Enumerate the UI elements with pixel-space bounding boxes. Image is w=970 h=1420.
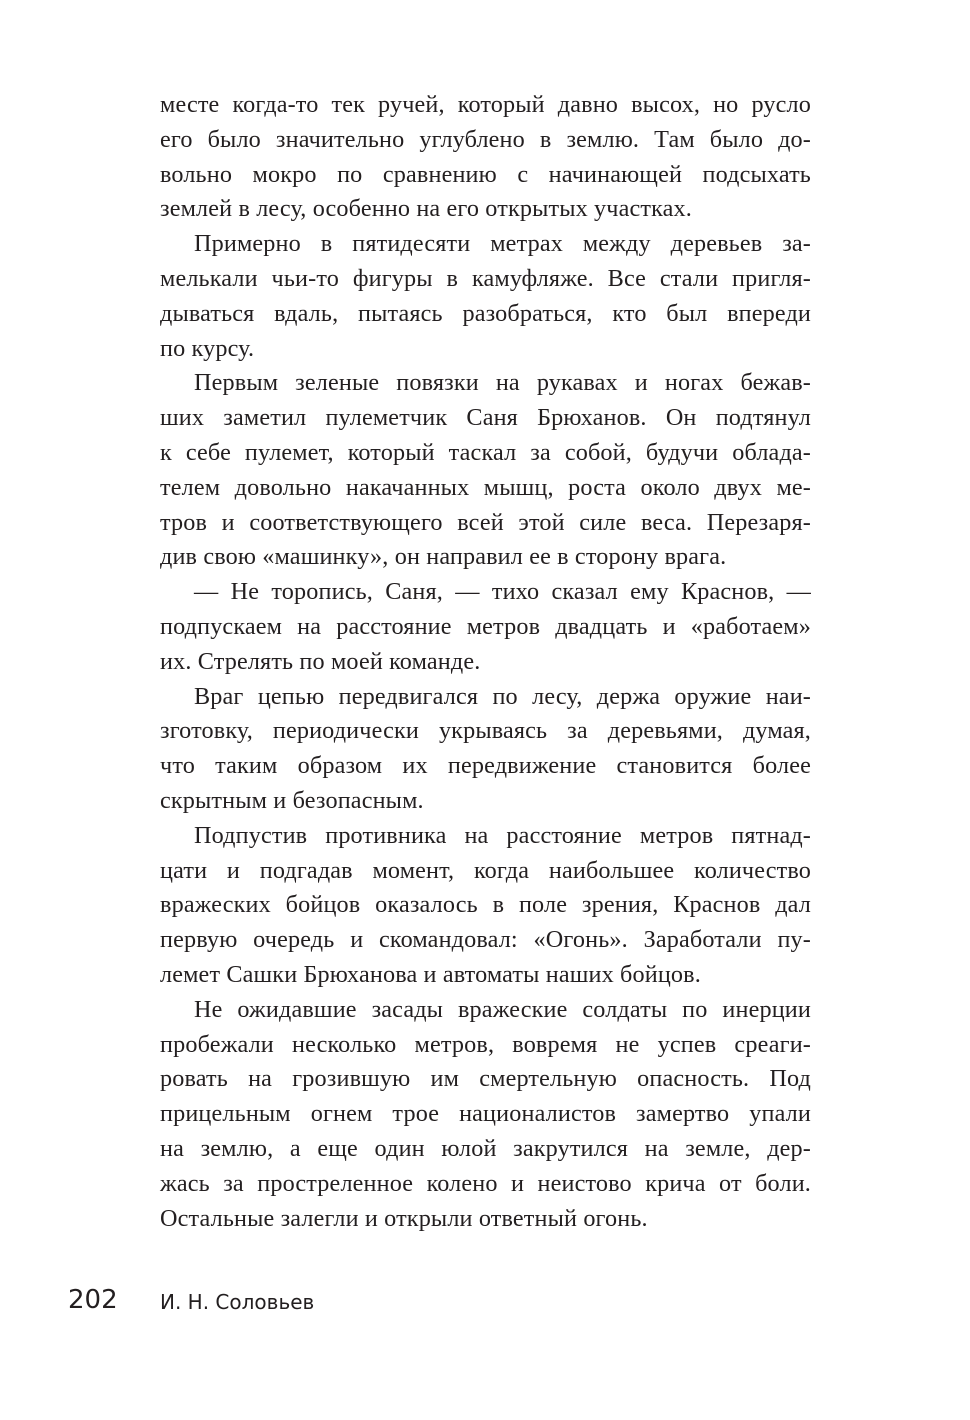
text-line: зготовку, периодически укрываясь за деревьями, думая, <box>160 717 811 745</box>
page-footer <box>0 1284 970 1320</box>
paragraph <box>160 993 811 1237</box>
text-line: ших заметил пулеметчик Саня Брюханов. Он подтянул <box>160 404 811 432</box>
text-line: Враг цепью передвигался по лесу, держа оружие наи- <box>194 682 811 710</box>
text-line: мелькали чьи-то фигуры в камуфляже. Все стали пригля- <box>160 264 811 292</box>
paragraph <box>160 366 811 575</box>
text-line: что таким образом их передвижение становится более <box>160 752 811 780</box>
text-line: к себе пулемет, который таскал за собой, будучи облада- <box>160 438 811 466</box>
text-line: дываться вдаль, пытаясь разобраться, кто был впереди <box>160 299 811 327</box>
paragraph <box>160 575 811 679</box>
text-line: ровать на грозившую им смертельную опасность. Под <box>160 1065 811 1093</box>
text-line: Остальные залегли и открыли ответный огонь. <box>160 1204 648 1232</box>
text-line: скрытным и безопасным. <box>160 786 424 814</box>
text-line: Не ожидавшие засады вражеские солдаты по инерции <box>194 995 811 1023</box>
text-line: месте когда-то тек ручей, который давно высох, но русло <box>160 91 811 118</box>
text-line: первую очередь и скомандовал: «Огонь». Заработали пу- <box>160 926 811 954</box>
paragraph <box>160 88 811 227</box>
text-line: Первым зеленые повязки на рукавах и ногах бежав- <box>194 369 811 397</box>
text-line: подпускаем на расстояние метров двадцать и «работаем» <box>160 612 811 640</box>
text-line: цати и подгадав момент, когда наибольшее количество <box>160 856 811 884</box>
paragraph <box>160 819 811 993</box>
paragraph <box>160 680 811 819</box>
running-head-author: И. Н. Соловьев <box>160 1290 315 1314</box>
text-line: див свою «машинку», он направил ее в сторону врага. <box>160 543 727 571</box>
text-line: Подпустив противника на расстояние метров пятнад- <box>194 821 811 849</box>
text-line: телем довольно накачанных мышц, роста около двух ме- <box>160 473 811 501</box>
page-number: 202 <box>68 1285 118 1315</box>
text-line: на землю, а еще один юлой закрутился на земле, дер- <box>160 1134 811 1162</box>
text-line: лемет Сашки Брюханова и автоматы наших бойцов. <box>160 960 701 988</box>
text-line: Примерно в пятидесяти метрах между деревьев за- <box>194 230 811 258</box>
text-line: их. Стрелять по моей команде. <box>160 647 481 675</box>
text-line: жась за простреленное колено и неистово крича от боли. <box>160 1169 811 1197</box>
text-line: землей в лесу, особенно на его открытых участках. <box>160 195 692 223</box>
text-line: — Не торопись, Саня, — тихо сказал ему Краснов, — <box>194 578 811 606</box>
text-line: вольно мокро по сравнению с начинающей подсыхать <box>160 160 811 188</box>
text-line: по курсу. <box>160 334 255 362</box>
body-text <box>160 88 811 1236</box>
text-line: вражеских бойцов оказалось в поле зрения, Краснов дал <box>160 891 811 919</box>
paragraph <box>160 227 811 366</box>
text-line: пробежали несколько метров, вовремя не успев среаги- <box>160 1030 811 1058</box>
text-line: тров и соответствующего всей этой силе веса. Перезаря- <box>160 508 811 536</box>
text-line: его было значительно углублено в землю. Там было до- <box>160 125 811 153</box>
text-line: прицельным огнем трое националистов замертво упали <box>160 1100 811 1128</box>
